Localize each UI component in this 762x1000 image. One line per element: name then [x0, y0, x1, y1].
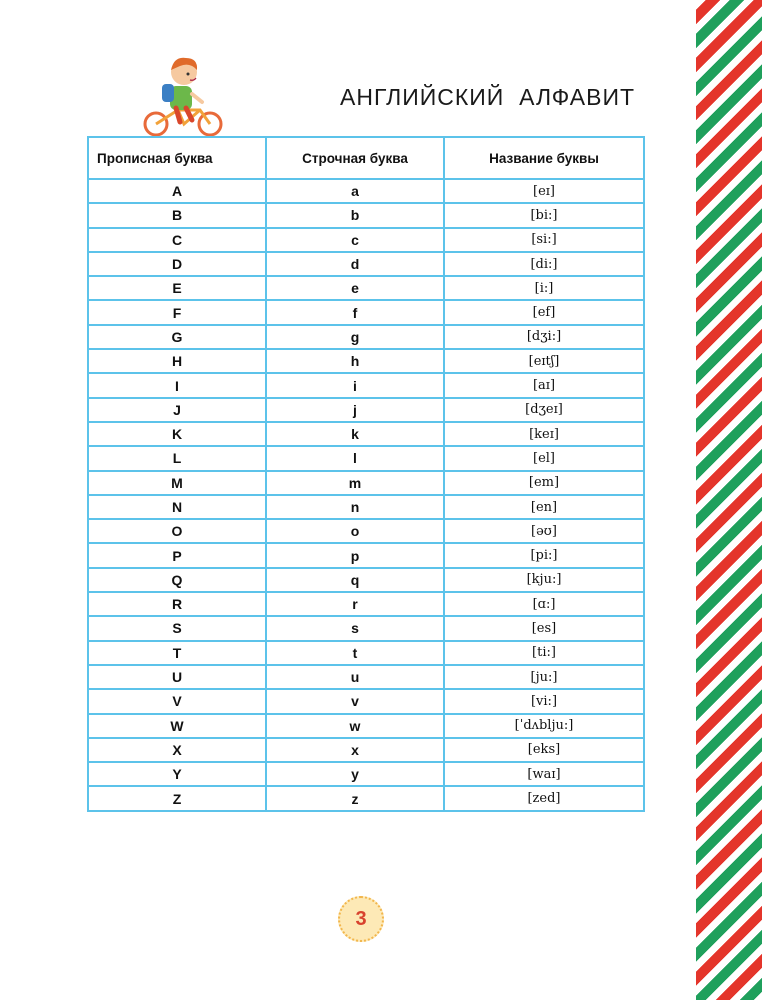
letter-name: [vi:]	[444, 689, 644, 713]
lowercase-letter: k	[266, 422, 444, 446]
letter-name: [aɪ]	[444, 373, 644, 397]
uppercase-letter: G	[88, 325, 266, 349]
letter-name: [ɑ:]	[444, 592, 644, 616]
lowercase-letter: p	[266, 543, 444, 567]
uppercase-letter: H	[88, 349, 266, 373]
lowercase-letter: e	[266, 276, 444, 300]
table-row	[88, 300, 644, 324]
lowercase-letter: i	[266, 373, 444, 397]
table-row	[88, 276, 644, 300]
decorative-stripe-border	[696, 0, 762, 1000]
lowercase-letter: b	[266, 203, 444, 227]
uppercase-letter: L	[88, 446, 266, 470]
lowercase-letter: d	[266, 252, 444, 276]
header-uppercase: Прописная буква	[88, 137, 266, 179]
lowercase-letter: v	[266, 689, 444, 713]
letter-name: [əʊ]	[444, 519, 644, 543]
uppercase-letter: B	[88, 203, 266, 227]
letter-name: [eɪ]	[444, 179, 644, 203]
lowercase-letter: z	[266, 786, 444, 810]
uppercase-letter: Q	[88, 568, 266, 592]
letter-name: [ti:]	[444, 641, 644, 665]
letter-name: [en]	[444, 495, 644, 519]
lowercase-letter: r	[266, 592, 444, 616]
uppercase-letter: V	[88, 689, 266, 713]
uppercase-letter: W	[88, 714, 266, 738]
uppercase-letter: T	[88, 641, 266, 665]
uppercase-letter: N	[88, 495, 266, 519]
lowercase-letter: q	[266, 568, 444, 592]
letter-name: [dʒeɪ]	[444, 398, 644, 422]
table-row	[88, 568, 644, 592]
letter-name: [ef]	[444, 300, 644, 324]
lowercase-letter: t	[266, 641, 444, 665]
letter-name: [el]	[444, 446, 644, 470]
letter-name: [zed]	[444, 786, 644, 810]
uppercase-letter: Z	[88, 786, 266, 810]
uppercase-letter: X	[88, 738, 266, 762]
table-row	[88, 203, 644, 227]
uppercase-letter: K	[88, 422, 266, 446]
table-row	[88, 543, 644, 567]
letter-name: [em]	[444, 471, 644, 495]
table-row	[88, 228, 644, 252]
lowercase-letter: c	[266, 228, 444, 252]
lowercase-letter: g	[266, 325, 444, 349]
table-row	[88, 398, 644, 422]
uppercase-letter: R	[88, 592, 266, 616]
lowercase-letter: u	[266, 665, 444, 689]
letter-name: [waɪ]	[444, 762, 644, 786]
table-row	[88, 641, 644, 665]
table-row	[88, 689, 644, 713]
letter-name: [i:]	[444, 276, 644, 300]
letter-name: [keɪ]	[444, 422, 644, 446]
page-number-badge: 3	[338, 896, 384, 942]
letter-name: [pi:]	[444, 543, 644, 567]
uppercase-letter: S	[88, 616, 266, 640]
letter-name: [es]	[444, 616, 644, 640]
letter-name: [eɪtʃ]	[444, 349, 644, 373]
lowercase-letter: y	[266, 762, 444, 786]
uppercase-letter: O	[88, 519, 266, 543]
uppercase-letter: I	[88, 373, 266, 397]
table-header-row	[88, 137, 644, 179]
table-row	[88, 422, 644, 446]
table-row	[88, 179, 644, 203]
lowercase-letter: s	[266, 616, 444, 640]
letter-name: [dʒi:]	[444, 325, 644, 349]
letter-name: [eks]	[444, 738, 644, 762]
table-row	[88, 349, 644, 373]
page-title: АНГЛИЙСКИЙ АЛФАВИТ	[340, 84, 636, 110]
header-letter-name: Название буквы	[444, 137, 644, 179]
uppercase-letter: C	[88, 228, 266, 252]
alphabet-table	[87, 136, 645, 812]
table-row	[88, 665, 644, 689]
table-row	[88, 519, 644, 543]
table-row	[88, 762, 644, 786]
letter-name: [di:]	[444, 252, 644, 276]
uppercase-letter: P	[88, 543, 266, 567]
uppercase-letter: J	[88, 398, 266, 422]
uppercase-letter: E	[88, 276, 266, 300]
lowercase-letter: w	[266, 714, 444, 738]
lowercase-letter: j	[266, 398, 444, 422]
letter-name: [ju:]	[444, 665, 644, 689]
letter-name: [bi:]	[444, 203, 644, 227]
table-row	[88, 446, 644, 470]
table-row	[88, 252, 644, 276]
table-row	[88, 495, 644, 519]
lowercase-letter: a	[266, 179, 444, 203]
lowercase-letter: f	[266, 300, 444, 324]
table-row	[88, 714, 644, 738]
lowercase-letter: l	[266, 446, 444, 470]
table-row	[88, 786, 644, 810]
uppercase-letter: U	[88, 665, 266, 689]
boy-on-bicycle-illustration	[140, 50, 230, 140]
table-row	[88, 325, 644, 349]
letter-name: [kju:]	[444, 568, 644, 592]
lowercase-letter: m	[266, 471, 444, 495]
table-row	[88, 471, 644, 495]
lowercase-letter: o	[266, 519, 444, 543]
header-lowercase: Строчная буква	[266, 137, 444, 179]
lowercase-letter: h	[266, 349, 444, 373]
letter-name: [ˈdʌblju:]	[444, 714, 644, 738]
uppercase-letter: D	[88, 252, 266, 276]
uppercase-letter: Y	[88, 762, 266, 786]
letter-name: [si:]	[444, 228, 644, 252]
uppercase-letter: F	[88, 300, 266, 324]
lowercase-letter: x	[266, 738, 444, 762]
table-row	[88, 738, 644, 762]
uppercase-letter: M	[88, 471, 266, 495]
lowercase-letter: n	[266, 495, 444, 519]
table-row	[88, 373, 644, 397]
table-row	[88, 616, 644, 640]
uppercase-letter: A	[88, 179, 266, 203]
table-row	[88, 592, 644, 616]
